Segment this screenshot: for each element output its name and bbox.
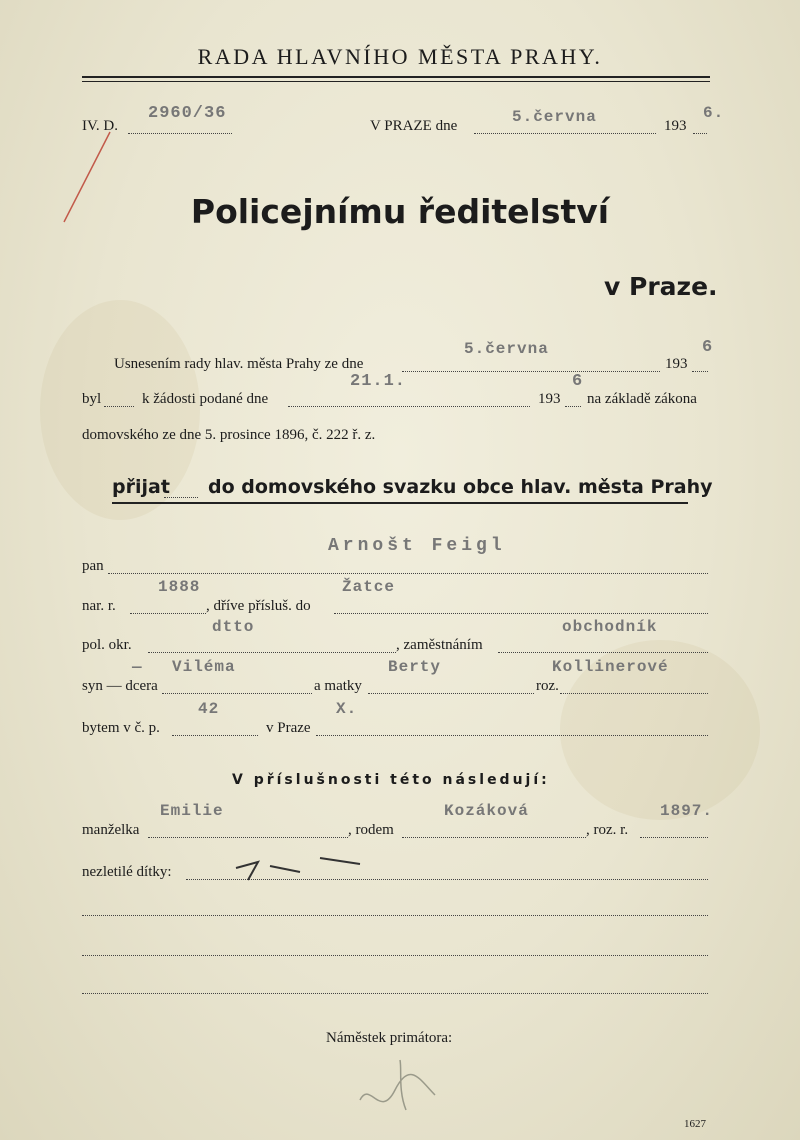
district-value: dtto xyxy=(212,618,255,636)
mother-maiden-line xyxy=(560,693,708,694)
footer-number: 1627 xyxy=(684,1118,706,1130)
signature-label: Náměstek primátora: xyxy=(326,1030,453,1046)
mother-label: a matky xyxy=(314,678,362,694)
blank-dotted-line-1 xyxy=(82,915,708,916)
born-dotted-line xyxy=(130,613,206,614)
formerly-value: Žatce xyxy=(342,578,396,596)
accepted-rest: do domovského svazku obce hlav. města Prahy xyxy=(208,476,713,498)
blank-dotted-line-3 xyxy=(82,993,708,994)
request-date-line xyxy=(288,406,530,407)
header-rule-top xyxy=(82,76,710,78)
city-district: X. xyxy=(336,700,358,718)
address-label: bytem v č. p. xyxy=(82,720,160,736)
occupation-dotted-line xyxy=(498,652,708,653)
addressee-city: v Praze. xyxy=(604,272,718,301)
byl-label: byl xyxy=(82,391,102,407)
year-prefix: 193 xyxy=(664,118,687,134)
formerly-label: , dříve přísluš. do xyxy=(206,598,311,614)
letter-date: 5.června xyxy=(512,108,597,126)
person-name: Arnošt Feigl xyxy=(328,536,506,556)
children-label: nezletilé dítky: xyxy=(82,864,172,880)
mother-dotted-line xyxy=(368,693,534,694)
district-dotted-line xyxy=(148,652,396,653)
father-name: Viléma xyxy=(172,658,236,676)
resolution-year-prefix: 193 xyxy=(665,356,688,372)
wife-rodem-label: , rodem xyxy=(348,822,394,838)
ref-dotted-line xyxy=(128,133,232,134)
signature-scribble xyxy=(340,1040,460,1140)
accepted-underline xyxy=(112,502,688,504)
father-dotted-line xyxy=(162,693,312,694)
accepted-word: přijat xyxy=(112,476,170,498)
formerly-dotted-line xyxy=(334,613,708,614)
pan-label: pan xyxy=(82,558,104,574)
children-strike-mark xyxy=(230,850,370,890)
mother-maiden-name: Kollinerové xyxy=(552,658,669,676)
district-label: pol. okr. xyxy=(82,637,132,653)
header-rule-bottom xyxy=(82,81,710,82)
document-header: RADA HLAVNÍHO MĚSTA PRAHY. xyxy=(197,44,603,69)
mother-name: Berty xyxy=(388,658,442,676)
resolution-date: 5.června xyxy=(464,340,549,358)
addressee-title: Policejnímu ředitelství xyxy=(190,192,610,231)
byl-dotted-line xyxy=(104,406,134,407)
ref-number: 2960/36 xyxy=(148,104,227,123)
wife-maiden-line xyxy=(402,837,586,838)
house-number-line xyxy=(172,735,258,736)
request-date: 21.1. xyxy=(350,372,407,391)
born-label: nar. r. xyxy=(82,598,116,614)
mother-roz-label: roz. xyxy=(536,678,559,694)
ref-label: IV. D. xyxy=(82,118,118,134)
request-year-digit: 6 xyxy=(572,372,584,391)
following-heading: V příslušnosti této následují: xyxy=(232,772,550,788)
blank-dotted-line-2 xyxy=(82,955,708,956)
son-daughter-label: syn — dcera xyxy=(82,678,158,694)
date-dotted-line xyxy=(474,133,656,134)
house-number: 42 xyxy=(198,700,220,718)
wife-birth-year: 1897. xyxy=(660,802,714,820)
wife-name: Emilie xyxy=(160,802,224,820)
city-label: v Praze xyxy=(266,720,311,736)
wife-label: manželka xyxy=(82,822,140,838)
name-dotted-line xyxy=(108,573,708,574)
resolution-year-digit: 6 xyxy=(702,338,714,357)
request-year-prefix: 193 xyxy=(538,391,561,407)
law-basis-text: na základě zákona xyxy=(587,391,697,407)
accepted-dotted-line xyxy=(164,497,198,498)
request-year-line xyxy=(565,406,581,407)
occupation-value: obchodník xyxy=(562,618,658,636)
son-dash-mark: — xyxy=(132,658,143,676)
wife-roz-label: , roz. r. xyxy=(586,822,629,838)
year-digit: 6. xyxy=(703,104,725,122)
place-label: V PRAZE dne xyxy=(370,118,458,134)
resolution-year-line xyxy=(692,371,708,372)
resolution-date-line xyxy=(402,371,660,372)
city-dotted-line xyxy=(316,735,708,736)
law-reference: domovského ze dne 5. prosince 1896, č. 222 ř. z. xyxy=(82,427,376,443)
year-dotted-line xyxy=(693,133,707,134)
wife-year-line xyxy=(640,837,708,838)
born-year: 1888 xyxy=(158,578,201,596)
wife-maiden-name: Kozáková xyxy=(444,802,529,820)
resolution-text-1: Usnesením rady hlav. města Prahy ze dne xyxy=(114,356,364,372)
request-text: k žádosti podané dne xyxy=(142,391,269,407)
wife-name-line xyxy=(148,837,348,838)
occupation-label: , zaměstnáním xyxy=(396,637,483,653)
